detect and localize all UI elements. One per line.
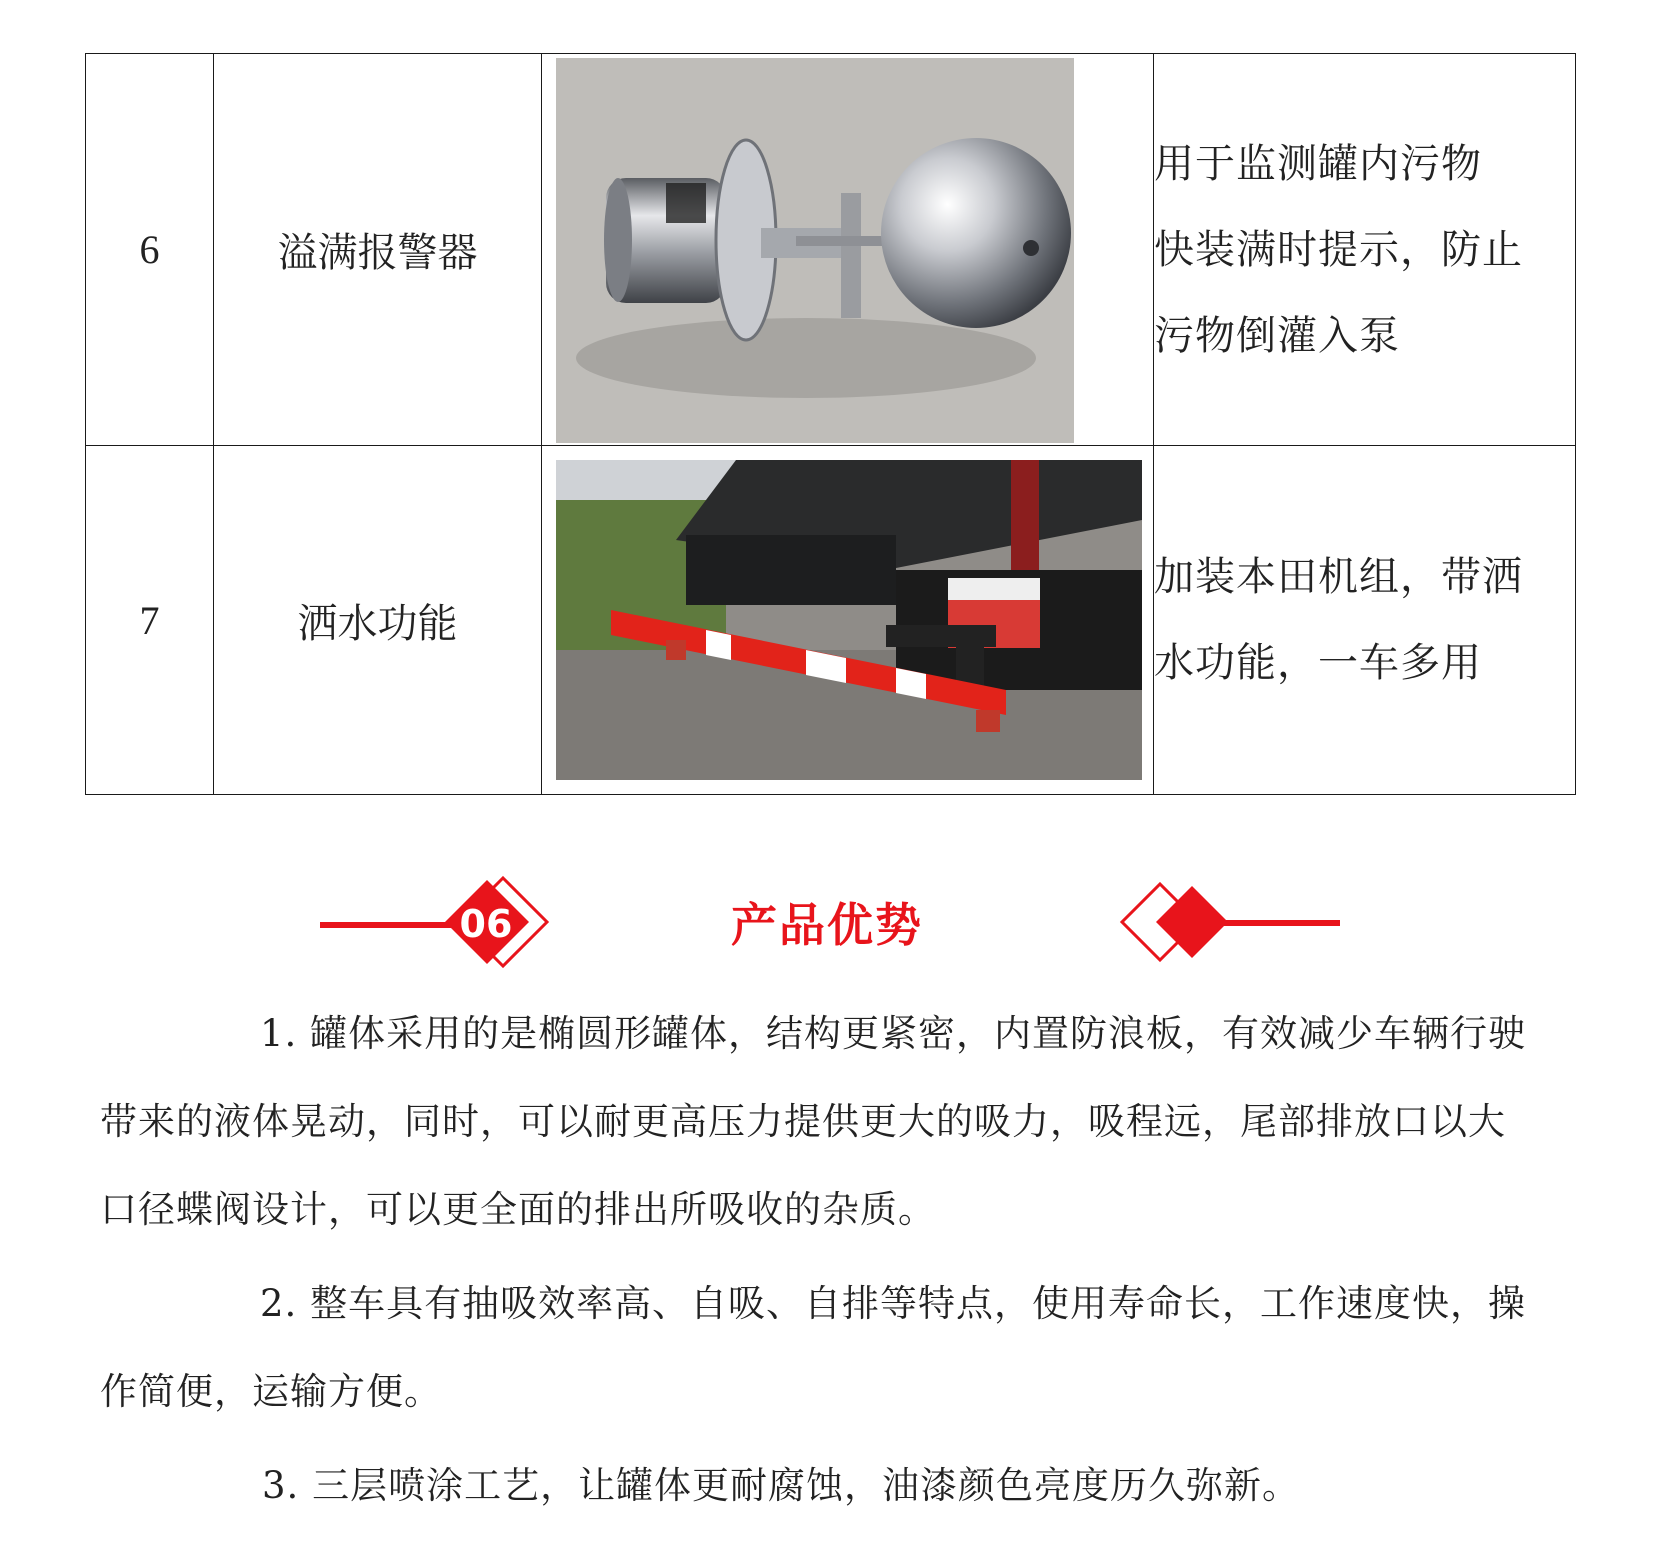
table-row <box>86 446 1576 795</box>
row-number: 7 <box>86 446 214 795</box>
advantage-paragraph: 3. 三层喷涂工艺，让罐体更耐腐蚀，油漆颜色亮度历久弥新。 <box>262 1464 1301 1507</box>
item-name: 洒水功能 <box>214 446 542 795</box>
spec-table <box>85 53 1576 795</box>
photo-cell <box>542 54 1154 446</box>
advantage-paragraph: 2. 整车具有抽吸效率高、自吸、自排等特点，使用寿命长，工作速度快，操 作简便，运输方便。 <box>100 1282 1527 1413</box>
float-alarm-photo <box>556 58 1074 443</box>
item-description: 加装本田机组，带洒 水功能，一车多用 <box>1154 446 1576 795</box>
row-number: 6 <box>86 54 214 446</box>
section-header <box>0 870 1654 980</box>
item-description: 用于监测罐内污物 快装满时提示，防止 污物倒灌入泵 <box>1154 54 1576 446</box>
item-name: 溢满报警器 <box>214 54 542 446</box>
section-title: 产品优势 <box>731 898 923 952</box>
sprinkler-truck-photo <box>556 460 1142 780</box>
advantage-paragraph: 1. 罐体采用的是椭圆形罐体，结构更紧密，内置防浪板，有效减少车辆行驶 带来的液体晃动，同时，可以耐更高压力提供更大的吸力，吸程远，尾部排放口以大 口径蝶阀设计，可以更全面的排出所吸收的杂质。 <box>100 1012 1527 1231</box>
section-badge: 06 <box>459 902 513 946</box>
photo-cell <box>542 446 1154 795</box>
table-row <box>86 54 1576 446</box>
